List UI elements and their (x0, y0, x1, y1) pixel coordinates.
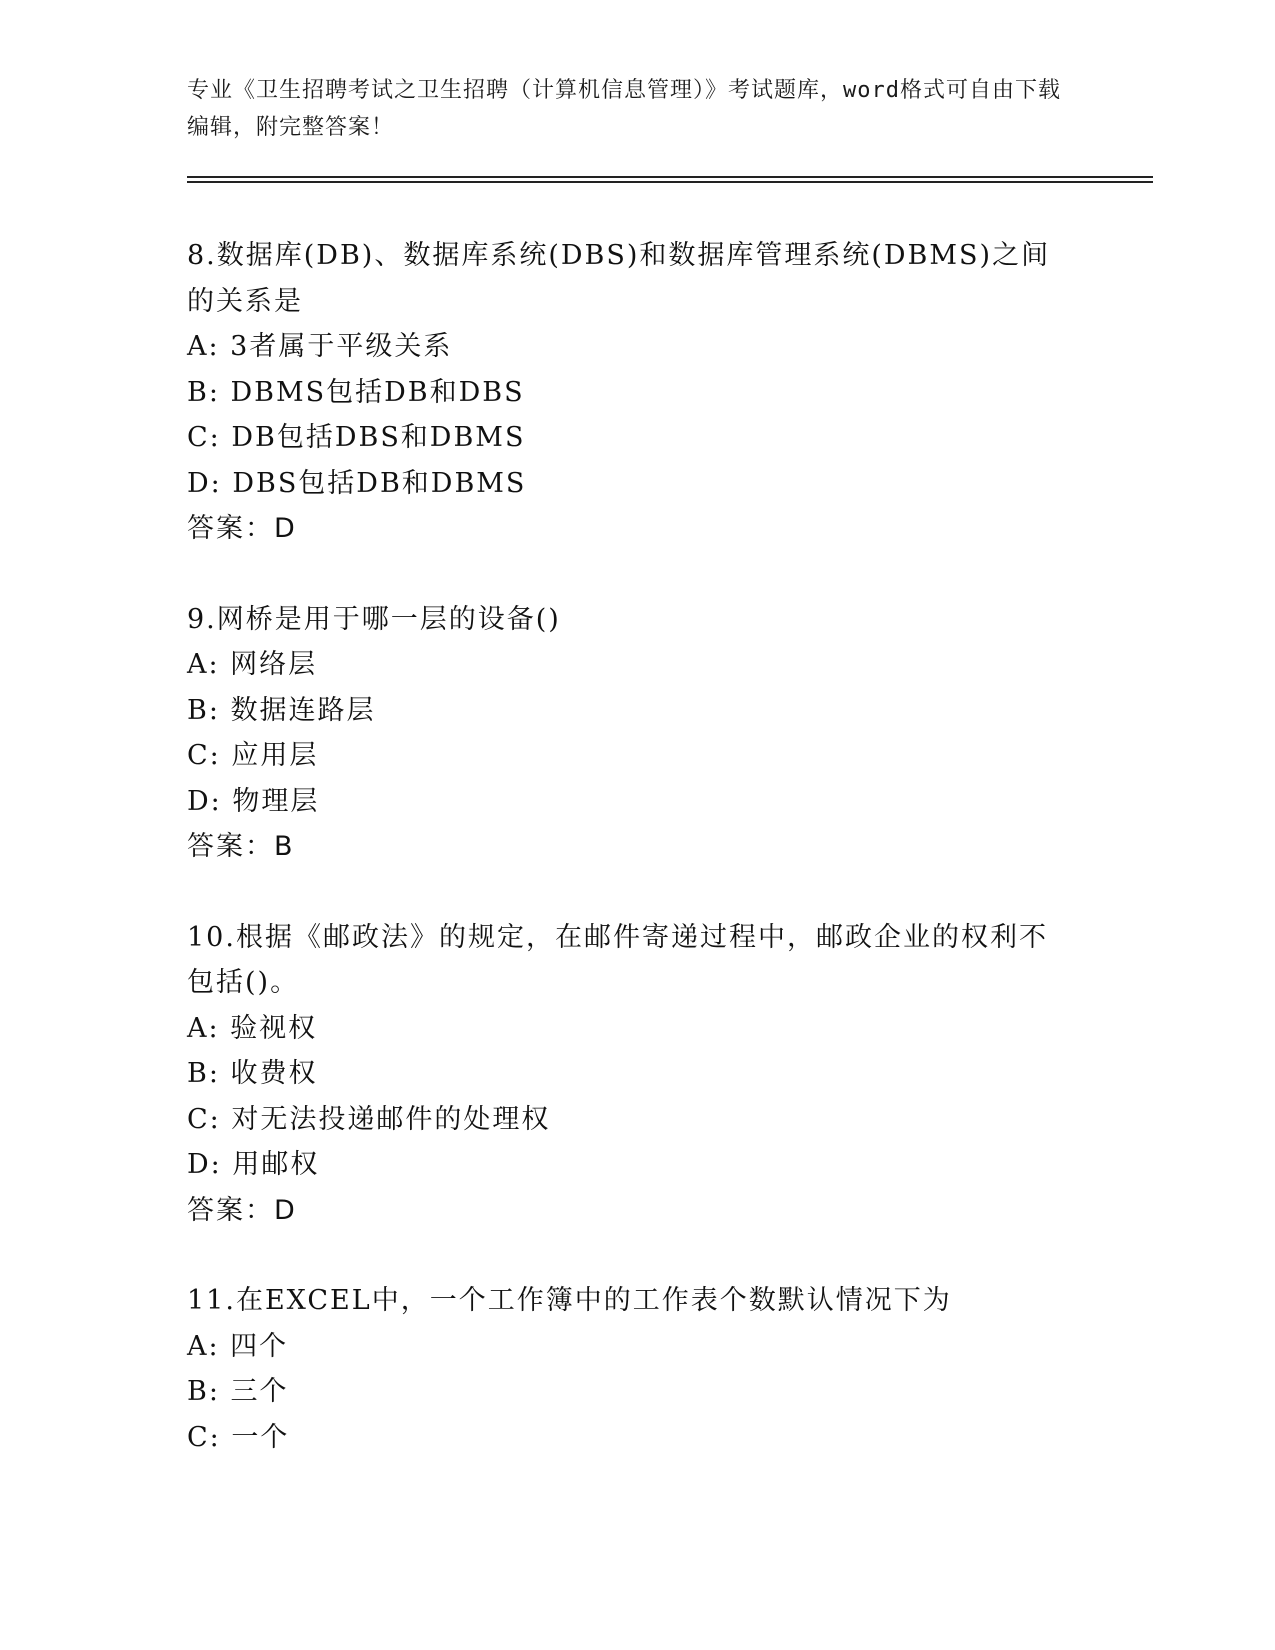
option-b: B: 三个 (187, 1376, 289, 1407)
question-text: 8.数据库(DB)、数据库系统(DBS)和数据库管理系统(DBMS)之间的关系是 (187, 240, 1051, 317)
question-8 (187, 233, 1067, 552)
option-a: A: 网络层 (187, 649, 318, 680)
option-d: D: 用邮权 (187, 1149, 320, 1180)
question-10 (187, 915, 1067, 1234)
option-c: C: DB包括DBS和DBMS (187, 422, 526, 453)
answer-line: 答案：B (187, 831, 295, 862)
option-a: A: 四个 (187, 1330, 289, 1362)
option-a: A: 3者属于平级关系 (187, 331, 453, 362)
option-a: A: 验视权 (187, 1012, 318, 1044)
answer-line: 答案：D (187, 1194, 297, 1226)
option-c: C: 对无法投递邮件的处理权 (187, 1103, 551, 1135)
question-11 (187, 1278, 1067, 1460)
question-text: 9.网桥是用于哪一层的设备() (187, 603, 561, 635)
option-c: C: 一个 (187, 1421, 290, 1453)
option-d: D: 物理层 (187, 785, 320, 817)
question-text: 10.根据《邮政法》的规定，在邮件寄递过程中，邮政企业的权利不包括()。 (187, 921, 1048, 998)
option-b: B: 数据连路层 (187, 694, 376, 726)
question-9 (187, 597, 1067, 870)
question-list (187, 233, 1067, 1505)
option-d: D: DBS包括DB和DBMS (187, 467, 527, 499)
header-divider-bottom (187, 181, 1153, 183)
option-c: C: 应用层 (187, 740, 319, 771)
option-b: B: DBMS包括DB和DBS (187, 376, 525, 408)
document-intro: 专业《卫生招聘考试之卫生招聘（计算机信息管理）》考试题库，word格式可自由下载编辑，附完整答案！ (187, 78, 1061, 140)
option-b: B: 收费权 (187, 1058, 318, 1089)
question-text: 11.在EXCEL中，一个工作簿中的工作表个数默认情况下为 (187, 1285, 952, 1316)
header-divider-top (187, 176, 1153, 178)
answer-line: 答案：D (187, 513, 297, 544)
